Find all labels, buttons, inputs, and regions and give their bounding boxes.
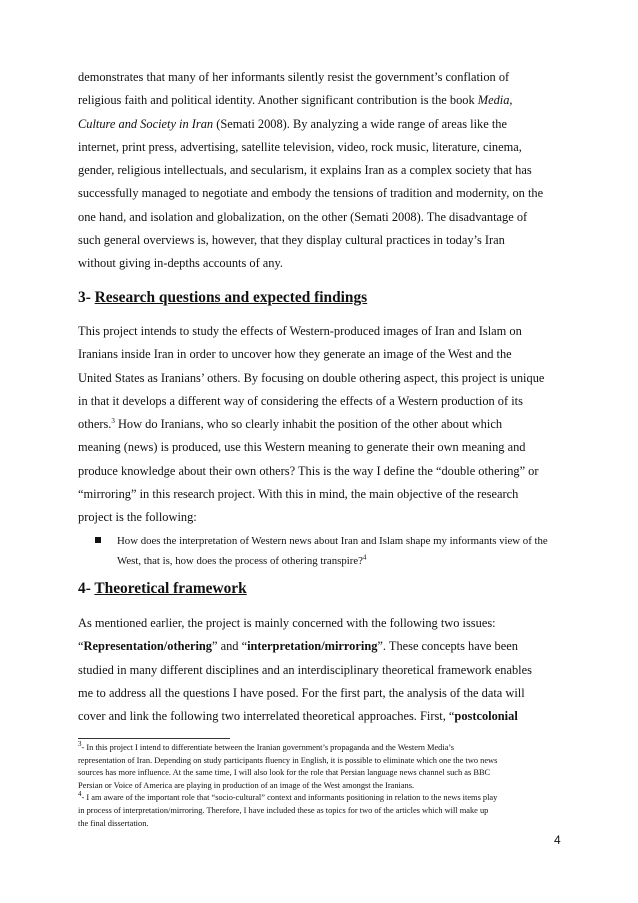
text-span: cover and link the following two interrelated theoretical approaches. First, “ — [78, 709, 455, 724]
footnotes — [78, 742, 563, 830]
book-title-italic: Media, — [477, 93, 513, 108]
text-line: project is the following: — [78, 510, 197, 525]
heading-number: 3- — [78, 289, 95, 306]
text-span: ”. These concepts have been — [377, 639, 518, 654]
text-line: me to address all the questions I have posed. For the first part, the analysis of the data will — [78, 685, 525, 700]
text-line — [78, 705, 568, 728]
footnote-line: Persian or Voice of America are playing in production of an image of the West amongst the Iranians. — [78, 780, 415, 790]
text-span: ” and “ — [212, 639, 248, 654]
bullet-square-icon — [95, 537, 101, 543]
bullet-text-line — [117, 551, 366, 571]
heading-title: Research questions and expected findings — [94, 289, 368, 306]
paragraph-theoretical-framework — [78, 612, 568, 728]
text-line: demonstrates that many of her informants silently resist the government’s conflation of — [78, 70, 510, 84]
text-line: such general overviews is, however, that they display cultural practices in today’s Iran — [78, 233, 505, 248]
footnote-number: 3 — [78, 740, 82, 749]
book-title-italic: Culture and Society in Iran — [78, 116, 214, 131]
text-span: How do Iranians, who so clearly inhabit the position of the other about which — [114, 417, 503, 432]
text-line: studied in many different disciplines and an interdisciplinary theoretical framework enables — [78, 662, 532, 677]
footnote-ref[interactable]: 3 — [111, 417, 115, 426]
footnote-3 — [78, 742, 563, 755]
bullet-item-objective — [95, 531, 565, 573]
text-line: successfully managed to negotiate and embody the tensions of tradition and modernity, on the — [78, 186, 544, 201]
page-number: 4 — [554, 833, 561, 847]
text-span: “ — [78, 639, 84, 654]
text-span: religious faith and political identity. Another significant contribution is the book — [78, 93, 478, 108]
section-heading-research-questions — [78, 289, 367, 307]
heading-title: Theoretical framework — [94, 580, 247, 597]
footnote-line: the final dissertation. — [78, 818, 149, 828]
text-line — [78, 635, 568, 658]
text-line: Iranians inside Iran in order to uncover how they generate an image of the West and the — [78, 347, 512, 362]
text-line — [78, 113, 568, 136]
footnote-number: 4 — [78, 790, 82, 799]
text-line: without giving in-depths accounts of any. — [78, 256, 283, 271]
footnote-text: - I am aware of the important role that “socio-cultural” context and informants positioning in relation to the news items play — [81, 793, 498, 803]
footnote-separator — [78, 738, 230, 739]
heading-number: 4- — [78, 580, 95, 597]
text-line: produce knowledge about their own others? This is the way I define the “double othering” or — [78, 463, 539, 478]
text-line: meaning (news) is produced, use this Western meaning to generate their own meaning and — [78, 440, 526, 455]
text-span: West, that is, how does the process of othering transpire? — [117, 555, 363, 567]
text-line: “mirroring” in this research project. With this in mind, the main objective of the research — [78, 487, 519, 502]
footnote-text: - In this project I intend to differentiate between the Iranian government’s propaganda and the Western Media’s — [81, 743, 455, 752]
text-line: This project intends to study the effects of Western-produced images of Iran and Islam on — [78, 324, 522, 338]
text-line: gender, religious intellectuals, and secularism, it explains Iran as a complex society that has — [78, 163, 532, 178]
text-span: (Semati 2008). By analyzing a wide range of areas like the — [213, 116, 507, 131]
text-line: As mentioned earlier, the project is mainly concerned with the following two issues: — [78, 616, 496, 630]
section-heading-theoretical-framework — [78, 580, 247, 598]
text-line: in that it develops a different way of considering the effects of a Western production of its — [78, 393, 523, 408]
footnote-4 — [78, 792, 563, 805]
text-line — [78, 413, 568, 436]
footnote-line: representation of Iran. Depending on study participants fluency in English, it is possible to eliminate which one the two news — [78, 755, 498, 765]
bold-term: Representation/othering — [83, 639, 212, 654]
footnote-line: in process of interpretation/mirroring. Therefore, I have included these as topics for two of the articles which will make up — [78, 805, 489, 815]
text-line: one hand, and isolation and globalization, on the other (Semati 2008). The disadvantage of — [78, 209, 528, 224]
footnote-line: sources has more influence. At the same time, I will also look for the role that Persian language news channel such as BBC — [78, 768, 491, 778]
text-line: internet, print press, advertising, satellite television, video, rock music, literature, cinema, — [78, 139, 522, 154]
footnote-ref[interactable]: 4 — [362, 553, 367, 562]
text-line — [78, 89, 568, 112]
paragraph-research-questions — [78, 320, 568, 530]
paragraph-literature-review — [78, 66, 568, 276]
text-line: United States as Iranians’ others. By focusing on double othering aspect, this project is unique — [78, 370, 545, 385]
bold-term: interpretation/mirroring — [247, 639, 378, 654]
text-span: others. — [78, 417, 112, 432]
bold-term: postcolonial — [454, 709, 518, 724]
bullet-text-line: How does the interpretation of Western news about Iran and Islam shape my informants view of the — [117, 535, 548, 547]
